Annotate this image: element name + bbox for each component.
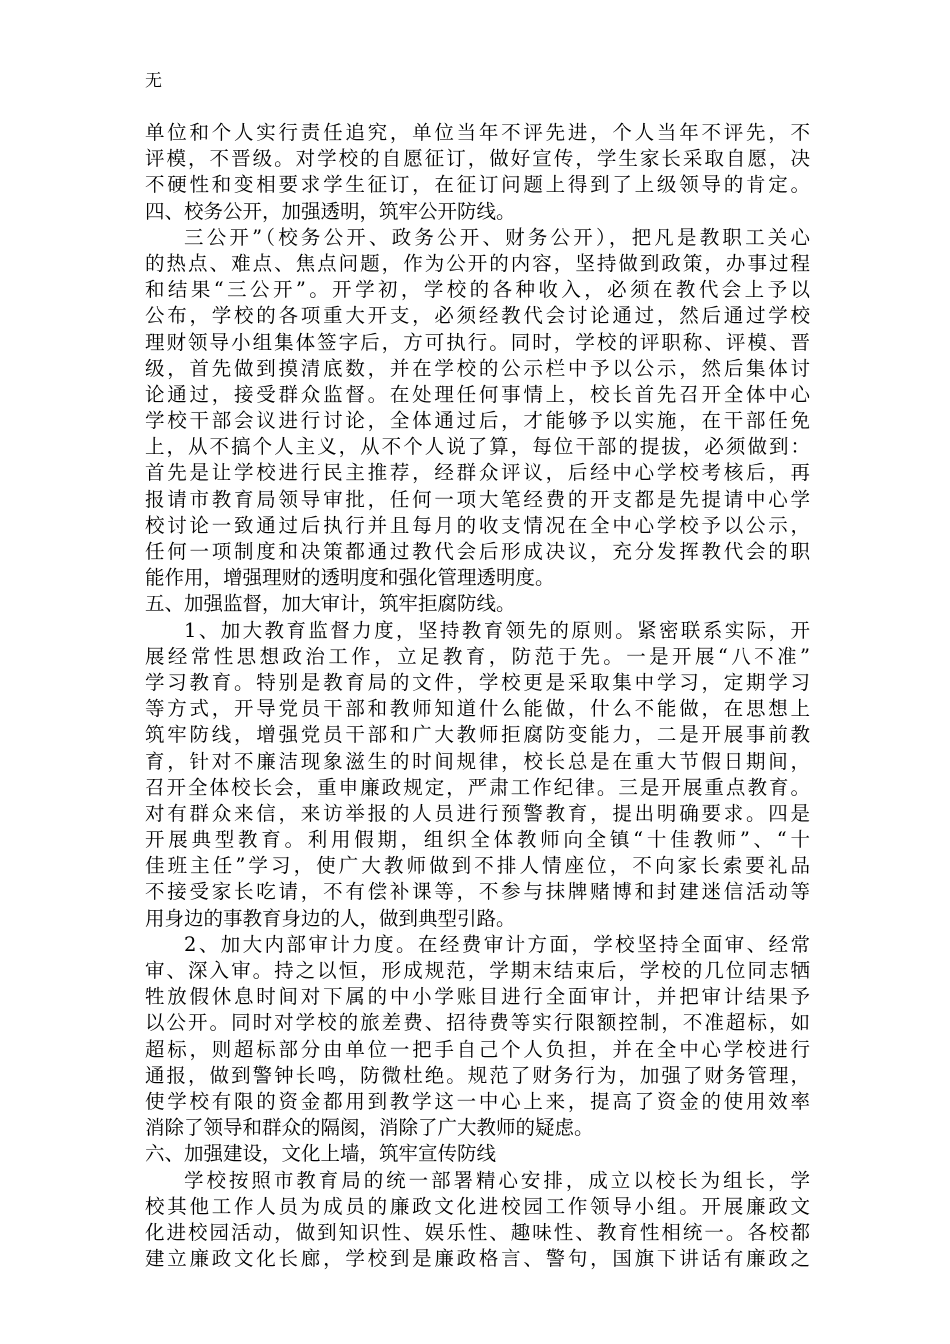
- text-line: 理财领导小组集体签字后，方可执行。同时，学校的评职称、评模、晋: [145, 330, 810, 354]
- text-line: 用身边的事教育身边的人，做到典型引路。: [145, 906, 516, 930]
- text-line: 三公开”（校务公开、政务公开、财务公开），把凡是教职工关心: [184, 225, 810, 249]
- text-line: 报请市教育局领导审批，任何一项大笔经费的开支都是先提请中心学: [145, 487, 810, 511]
- text-line: 校讨论一致通过后执行并且每月的收支情况在全中心学校予以公示，: [145, 513, 810, 537]
- text-line: 召开全体校长会，重申廉政规定，严肃工作纪律。三是开展重点教育。: [145, 775, 810, 799]
- text-line: 论通过，接受群众监督。在处理任何事情上，校长首先召开全体中心: [145, 382, 810, 406]
- text-line: 不接受家长吃请，不有偿补课等，不参与抹牌赌博和封建迷信活动等: [145, 880, 810, 904]
- text-line: 1、加大教育监督力度，坚持教育领先的原则。紧密联系实际，开: [184, 618, 810, 642]
- section-heading: 六、加强建设，文化上墙，筑牢宣传防线: [145, 1142, 497, 1166]
- text-line: 评模，不晋级。对学校的自愿征订，做好宣传，学生家长采取自愿，决: [145, 147, 810, 171]
- text-line: 和结果“三公开”。开学初，学校的各种收入，必须在教代会上予以: [145, 278, 810, 302]
- section-heading: 四、校务公开，加强透明，筑牢公开防线。: [145, 199, 516, 223]
- text-line: 育，针对不廉洁现象滋生的时间规律，校长总是在重大节假日期间，: [145, 749, 810, 773]
- text-line: 不硬性和变相要求学生征订，在征订问题上得到了上级领导的肯定。: [145, 173, 810, 197]
- text-line: 级，首先做到摸清底数，并在学校的公示栏中予以公示，然后集体讨: [145, 356, 810, 380]
- text-line: 审、深入审。持之以恒，形成规范，学期末结束后，学校的几位同志牺: [145, 959, 810, 982]
- text-line: 公布，学校的各项重大开支，必须经教代会讨论通过，然后通过学校: [145, 304, 810, 328]
- text-line: 通报，做到警钟长鸣，防微杜绝。规范了财务行为，加强了财务管理，: [145, 1063, 810, 1087]
- text-line: 学校干部会议进行讨论，全体通过后，才能够予以实施，在干部任免: [145, 409, 810, 433]
- text-line: 超标，则超标部分由单位一把手自己个人负担，并在全中心学校进行: [145, 1037, 810, 1061]
- text-line: 首先是让学校进行民主推荐，经群众评议，后经中心学校考核后，再: [145, 461, 810, 485]
- text-line: 筑牢防线，增强党员干部和广大教师拒腐防变能力，二是开展事前教: [145, 723, 810, 747]
- text-line: 消除了领导和群众的隔阂，消除了广大教师的疑虑。: [145, 1116, 594, 1140]
- text-line: 建立廉政文化长廊，学校到是廉政格言、警句，国旗下讲话有廉政之: [145, 1247, 810, 1271]
- text-line: 对有群众来信，来访举报的人员进行预警教育，提出明确要求。四是: [145, 801, 810, 825]
- text-line: 单位和个人实行责任追究，单位当年不评先进，个人当年不评先，不: [145, 121, 810, 144]
- text-line: 学习教育。特别是教育局的文件，学校更是采取集中学习，定期学习: [145, 670, 810, 694]
- page-header-mark: 无: [145, 71, 162, 91]
- text-line: 能作用，增强理财的透明度和强化管理透明度。: [145, 566, 555, 590]
- text-line: 2、加大内部审计力度。在经费审计方面，学校坚持全面审、经常: [184, 932, 810, 956]
- text-line: 的热点、难点、焦点问题，作为公开的内容，坚持做到政策，办事过程: [145, 251, 810, 275]
- text-line: 化进校园活动，做到知识性、娱乐性、趣味性、教育性相统一。各校都: [145, 1220, 810, 1244]
- text-line: 以公开。同时对学校的旅差费、招待费等实行限额控制，不准超标，如: [145, 1011, 810, 1035]
- text-line: 任何一项制度和决策都通过教代会后形成决议，充分发挥教代会的职: [145, 540, 810, 563]
- text-line: 校其他工作人员为成员的廉政文化进校园工作领导小组。开展廉政文: [145, 1194, 810, 1218]
- text-line: 使学校有限的资金都用到教学这一中心上来，提高了资金的使用效率: [145, 1089, 810, 1113]
- text-line: 学校按照市教育局的统一部署精心安排，成立以校长为组长，学: [184, 1168, 810, 1192]
- text-line: 开展典型教育。利用假期，组织全体教师向全镇“十佳教师”、“十: [145, 828, 810, 852]
- text-line: 牲放假休息时间对下属的中小学账目进行全面审计，并把审计结果予: [145, 985, 810, 1009]
- text-line: 展经常性思想政治工作，立足教育，防范于先。一是开展“八不准”: [145, 644, 810, 668]
- text-line: 等方式，开导党员干部和教师知道什么能做，什么不能做，在思想上: [145, 697, 810, 721]
- text-line: 上，从不搞个人主义，从不个人说了算，每位干部的提拔，必须做到：: [145, 435, 810, 459]
- document-body: [145, 120, 810, 1272]
- section-heading: 五、加强监督，加大审计，筑牢拒腐防线。: [145, 592, 516, 616]
- text-line: 佳班主任”学习，使广大教师做到不排人情座位，不向家长索要礼品: [145, 854, 810, 878]
